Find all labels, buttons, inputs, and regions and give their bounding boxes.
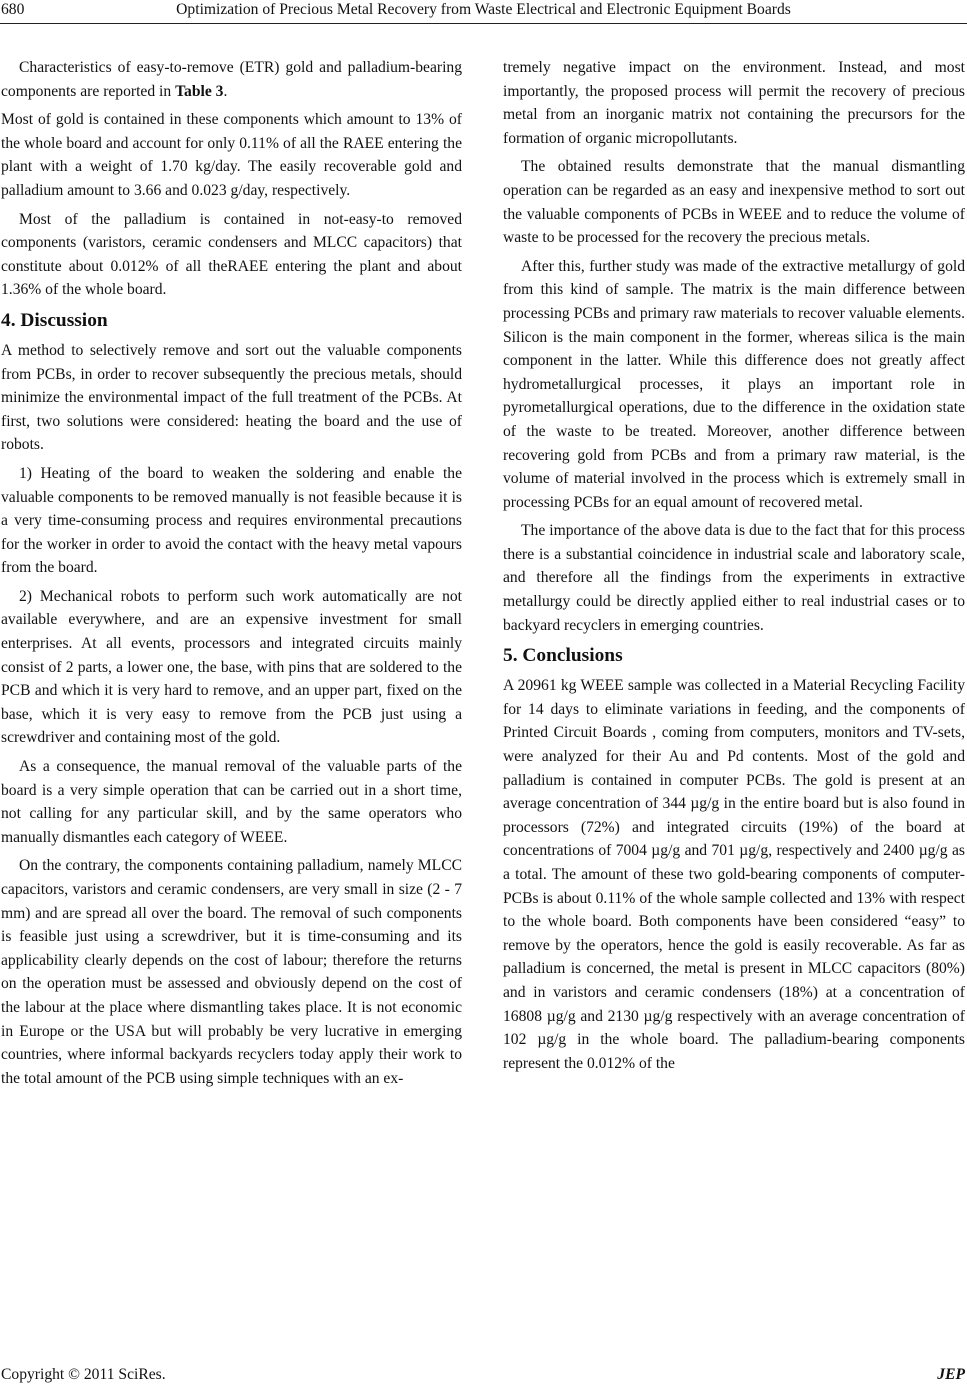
paragraph: Most of the palladium is contained in not-easy-to removed components (varistors, ceramic condensers and MLCC capacitors) that constitute about 0.012% of all theRAEE entering the plant and about 1.36% of the whole board.: [1, 210, 462, 299]
paragraph: tremely negative impact on the environment. Instead, and most importantly, the proposed process will permit the recovery of precious metal from an inorganic matrix not containing the precursors for the formation of organic micropollutants.: [503, 59, 965, 147]
paragraph: Characteristics of easy-to-remove (ETR) gold and palladium-bearing components are reported in Table 3.: [1, 59, 462, 100]
section-heading-conclusions: 5. Conclusions: [503, 645, 623, 667]
header-rule: [0, 23, 967, 24]
page-footer: [0, 1355, 967, 1383]
running-title: Optimization of Precious Metal Recovery from Waste Electrical and Electronic Equipment Boards: [176, 1, 791, 18]
left-column: [1, 56, 462, 1095]
paragraph: On the contrary, the components containing palladium, namely MLCC capacitors, varistors and ceramic condensers, are very small in size (2 - 7 mm) and are spread all over the board. The removal of such components is feasible just using a screwdriver, but it is time-consuming and its applicability clearly depends on the cost of labour; therefore the returns on the operation must be assessed and obviously depend on the cost of the labour at the place where dismantling takes place. It is not economic in Europe or the USA but will probably be very lucrative in emerging countries, where informal backyards recyclers today apply their work to the total amount of the PCB using simple techniques with an ex-: [1, 857, 462, 1087]
right-column: [503, 56, 965, 1080]
paragraph: The importance of the above data is due to the fact that for this process there is a substantial coincidence in industrial scale and laboratory scale, and therefore all the findings from the experiments in extractive metallurgy could be directly applied either to real industrial cases or to backyard recyclers in emerging countries.: [503, 522, 965, 634]
table-reference-link[interactable]: Table 3: [175, 82, 224, 100]
paragraph: Most of gold is contained in these components which amount to 13% of the whole board and account for only 0.11% of all the RAEE entering the plant with a weight of 1.70 kg/day. The easily recoverable gold and palladium amount to 3.66 and 0.023 g/day, respectively.: [1, 111, 462, 199]
page-number: 680: [1, 1, 25, 18]
paragraph: As a consequence, the manual removal of the valuable parts of the board is a very simple operation that can be carried out in a short time, not calling for any particular skill, and by the same operators who manually dismantles each category of WEEE.: [1, 758, 462, 846]
paragraph: A method to selectively remove and sort out the valuable components from PCBs, in order to recover subsequently the precious metals, should minimize the environmental impact of the full treatment of the PCBs. At first, two solutions were considered: heating the board and the use of robots.: [1, 341, 462, 454]
paragraph: The obtained results demonstrate that the manual dismantling operation can be regarded as an easy and inexpensive method to sort out the valuable components of PCBs in WEEE and to reduce the volume of waste to be processed for the recovery the precious metals.: [503, 158, 965, 247]
copyright-notice: Copyright © 2011 SciRes.: [1, 1366, 166, 1383]
page-header: [0, 0, 967, 30]
paragraph: 2) Mechanical robots to perform such work automatically are not available everywhere, and are an expensive investment for small enterprises. At all events, processors and integrated circuits mainly consist of 2 parts, a lower one, the base, with pins that are soldered to the PCB and which it is very hard to remove, and an upper part, fixed on the base, which it is very easy to remove from the PCB just using a screwdriver and containing most of the gold.: [1, 587, 462, 747]
paragraph: 1) Heating of the board to weaken the soldering and enable the valuable components to be removed manually is not feasible because it is a very time-consuming process and requires environmental precautions for the worker in order to avoid the contact with the heavy metal vapours from the board.: [1, 464, 462, 577]
paragraph: After this, further study was made of the extractive metallurgy of gold from this kind of sample. The matrix is the main difference between processing PCBs and primary raw materials to recover valuable elements. Silicon is the main component in the former, whereas silica is the main component in the latter. While this difference does not greatly affect hydrometallurgical processes, it plays an important role in pyrometallurgical operations, due to the difference in the oxidation state of the waste to be treated. Moreover, another difference between recovering gold from PCBs and from a primary raw material, is the volume of material involved in the process which is extremely small in processing PCBs for an equal amount of recovered metal.: [503, 257, 965, 511]
journal-abbreviation: JEP: [937, 1366, 965, 1383]
paragraph: A 20961 kg WEEE sample was collected in a Material Recycling Facility for 14 days to eliminate variations in feeding, and the components of Printed Circuit Boards , coming from computers, monitors and TV-sets, were analyzed for their Au and Pd contents. Most of the gold and palladium is contained in computer PCBs. The gold is present at an average concentration of 344 µg/g in the entire board but is also found in processors (72%) and integrated circuits (19%) of the board at concentrations of 7004 µg/g and 701 µg/g, respectively and 2400 µg/g as a total. The amount of these two gold-bearing components of computer-PCBs is about 0.11% of the whole sample collected and 13% with respect to the whole board. Both components have been considered “easy” to remove by the operators, hence the gold is easily recoverable. As far as palladium is concerned, the metal is present in MLCC capacitors (80%) and in varistors and ceramic condensers (18%) at a concentration of 16808 µg/g and 2130 µg/g respectively with an average concentration of 102 µg/g in the whole board. The palladium-bearing components represent the 0.012% of the: [503, 677, 965, 1072]
section-heading-discussion: 4. Discussion: [1, 309, 108, 331]
